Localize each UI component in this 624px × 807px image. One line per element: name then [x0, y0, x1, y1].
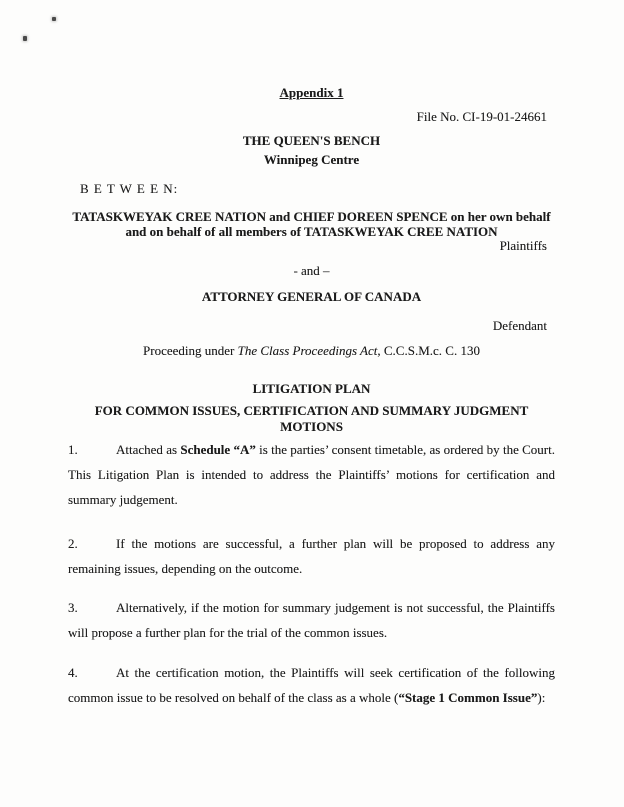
paragraph-text: If the motions are successful, a further plan will be proposed to address any remaining issues, depending on the outcome. [68, 536, 555, 576]
defendant-name: ATTORNEY GENERAL OF CANADA [201, 289, 422, 304]
paragraph-1 [68, 437, 555, 512]
file-number: File No. CI-19-01-24661 [416, 109, 547, 124]
paragraph-bold-text: “Stage 1 Common Issue” [398, 690, 538, 705]
between-label: B E T W E E N: [80, 181, 179, 196]
appendix-heading [68, 85, 555, 101]
paragraph-text: At the certification motion, the Plaintiffs will seek certification of the following common issue to be resolved on behalf of the class as a whole ( [68, 665, 555, 705]
scan-speck-mark [23, 36, 27, 41]
proceeding-suffix: , C.C.S.M.c. C. 130 [377, 343, 480, 358]
plaintiff-parties [68, 209, 555, 239]
plaintiffs-role-label: Plaintiffs [499, 238, 547, 253]
court-centre: Winnipeg Centre [263, 152, 360, 167]
paragraph-text: Alternatively, if the motion for summary judgement is not successful, the Plaintiffs will propose a further plan for the trial of the common issues. [68, 600, 555, 640]
paragraph-text: is the parties’ consent timetable, as ordered by the Court. This Litigation Plan is intended to address the Plaintiffs’ motions for certification and summary judgement. [68, 442, 555, 507]
scan-speck-mark [52, 17, 56, 21]
paragraph-number: 2. [68, 536, 78, 551]
and-separator: - and – [293, 263, 330, 278]
court-name: THE QUEEN'S BENCH [242, 133, 381, 148]
proceeding-statement [68, 343, 555, 359]
paragraph-bold-text: Schedule “A” [180, 442, 256, 457]
defendant-role-label: Defendant [492, 318, 547, 333]
paragraph-number: 1. [68, 442, 78, 457]
plaintiff-name-line2: and on behalf of all members of TATASKWEYAK CREE NATION [125, 224, 498, 239]
paragraph-text: ): [537, 690, 546, 705]
paragraph-3 [68, 595, 555, 645]
document-title-line1: LITIGATION PLAN [252, 381, 371, 396]
paragraph-number: 3. [68, 600, 78, 615]
paragraph-text: Attached as [116, 442, 181, 457]
paragraph-2 [68, 531, 555, 581]
plaintiff-name-line1: TATASKWEYAK CREE NATION and CHIEF DOREEN SPENCE on her own behalf [72, 209, 551, 224]
proceeding-act-title: The Class Proceedings Act [237, 343, 378, 358]
paragraph-number: 4. [68, 665, 78, 680]
paragraph-4 [68, 660, 555, 710]
proceeding-prefix: Proceeding under [143, 343, 238, 358]
document-title-line2: FOR COMMON ISSUES, CERTIFICATION AND SUMMARY JUDGMENT MOTIONS [94, 403, 529, 434]
appendix-label: Appendix 1 [279, 85, 344, 100]
